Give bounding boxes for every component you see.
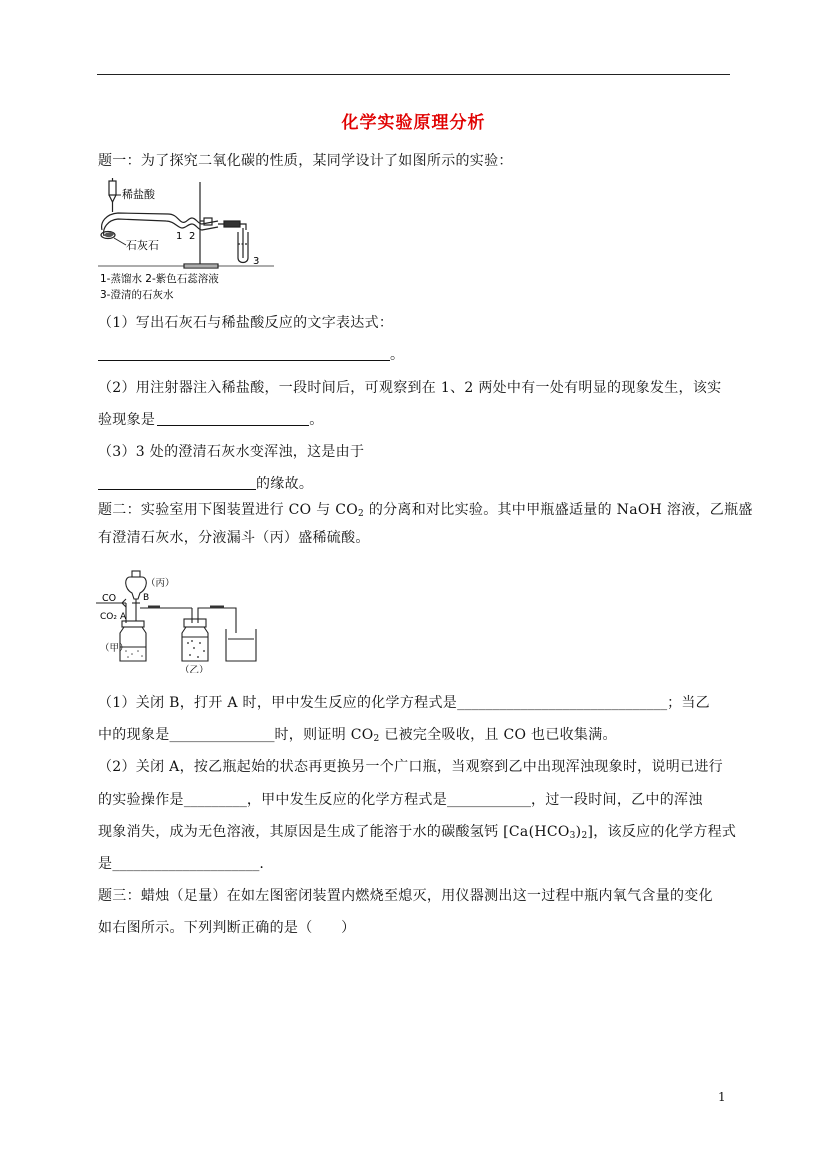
legend-line-1: 1-蒸馏水 2-紫色石蕊溶液 — [100, 273, 219, 285]
answer-blank[interactable]: ______________________________ — [457, 695, 668, 711]
answer-blank[interactable] — [98, 475, 256, 490]
label-co: CO — [102, 593, 117, 604]
q1-apparatus-figure — [96, 178, 282, 302]
q3-line-a: 题三：蜡烛（足量）在如左图密闭装置内燃烧至熄灭，用仪器测出这一过程中瓶内氧气含量的变化 — [98, 888, 713, 904]
label-valve-b: B — [143, 593, 150, 603]
label-co2: CO₂ — [100, 612, 117, 622]
label-jia: （甲） — [100, 643, 129, 654]
q1-intro: 题一：为了探究二氧化碳的性质，某同学设计了如图所示的实验： — [98, 153, 513, 169]
q2-part1-line-b: 中的现象是_______________时，则证明 $CO_2$ 已被完全吸收，且 CO 也已收集满。 — [98, 727, 617, 744]
q1-part1-answer-line: 。 — [98, 345, 404, 365]
answer-blank[interactable]: _____________________ — [112, 856, 260, 872]
q2-intro-line-b: 有澄清石灰水，分液漏斗（丙）盛稀硫酸。 — [98, 530, 370, 546]
label-position-1: 1 — [176, 231, 183, 242]
q1-part2-line-b: 验现象是 。 — [98, 412, 324, 428]
answer-blank[interactable] — [98, 346, 390, 361]
answer-blank[interactable] — [157, 411, 309, 426]
label-dilute-hcl: 稀盐酸 — [122, 188, 155, 201]
answer-blank[interactable]: ____________ — [447, 792, 532, 808]
q2-part2-line-a: （2）关闭 A，按乙瓶起始的状态再更换另一个广口瓶，当观察到乙中出现浑浊现象时，说明已进行 — [98, 759, 723, 775]
label-position-2: 2 — [189, 231, 196, 242]
q3-line-b: 如右图所示。下列判断正确的是（ ） — [98, 920, 356, 936]
label-bing: （丙） — [146, 578, 175, 589]
q1-part2-line-a: （2）用注射器注入稀盐酸，一段时间后，可观察到在 1、2 两处中有一处有明显的现象发生，该实 — [98, 380, 722, 396]
legend-line-2: 3-澄清的石灰水 — [100, 289, 174, 301]
label-yi: （乙） — [180, 665, 209, 673]
q2-part2-line-d: 是_____________________. — [98, 856, 265, 872]
q2-part2-line-b: 的实验操作是_________，甲中发生反应的化学方程式是____________，过一段时间，乙中的浑浊 — [98, 792, 703, 808]
q1-part1-prompt: （1）写出石灰石与稀盐酸反应的文字表达式： — [98, 315, 394, 331]
page-number: 1 — [718, 1090, 726, 1104]
q1-part3-line-b: 的缘故。 — [98, 474, 313, 494]
q1-part3-line-a: （3）3 处的澄清石灰水变浑浊，这是由于 — [98, 444, 365, 460]
answer-blank[interactable]: _______________ — [169, 727, 275, 743]
q2-apparatus-figure — [96, 563, 270, 673]
page-title: 化学实验原理分析 — [341, 113, 486, 133]
label-valve-a: A — [120, 612, 127, 622]
header-rule — [97, 74, 730, 75]
answer-blank[interactable]: _________ — [183, 792, 247, 808]
label-limestone: 石灰石 — [126, 239, 159, 252]
q2-part1-line-a: （1）关闭 B，打开 A 时，甲中发生反应的化学方程式是______________________________；当乙 — [98, 695, 710, 711]
q2-part2-line-c: 现象消失，成为无色溶液，其原因是生成了能溶于水的碳酸氢钙 $[Ca(HCO_3)_2]$，该反应的化学方程式 — [98, 824, 737, 841]
label-position-3: 3 — [253, 256, 260, 267]
q2-intro-line-a: 题二：实验室用下图装置进行 CO 与 $CO_2$ 的分离和对比实验。其中甲瓶盛适量的 NaOH 溶液，乙瓶盛 — [98, 502, 753, 519]
